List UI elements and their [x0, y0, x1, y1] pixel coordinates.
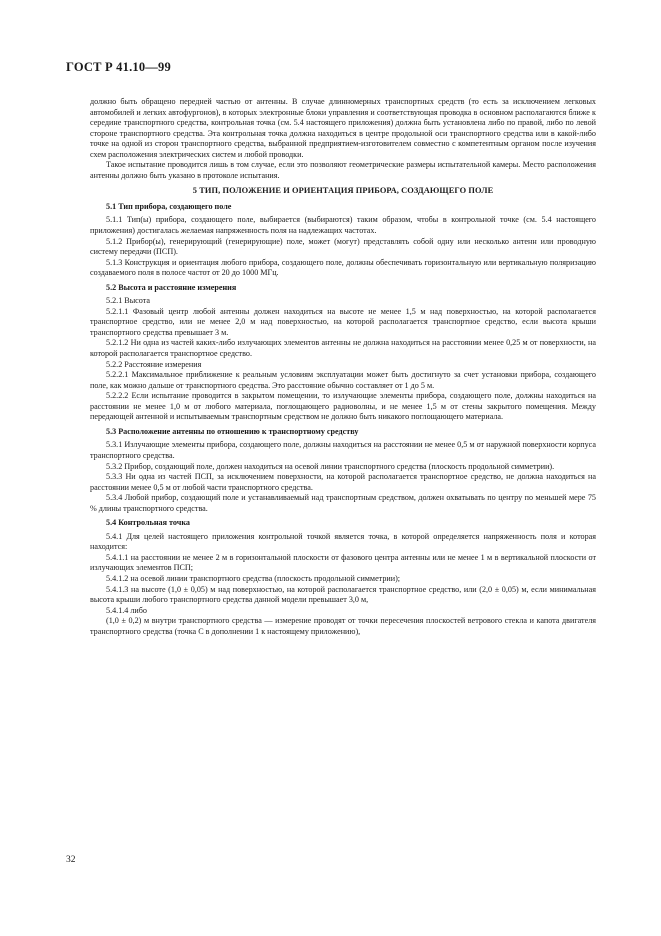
page-number: 32	[66, 855, 76, 865]
paragraph: Такое испытание проводится лишь в том случае, если это позволяют геометрические размеры испытательной камеры. Место расположения антенны должно быть указано в протоколе испытания.	[90, 160, 596, 180]
section-heading: 5 ТИП, ПОЛОЖЕНИЕ И ОРИЕНТАЦИЯ ПРИБОРА, СОЗДАЮЩЕГО ПОЛЕ	[192, 186, 494, 196]
paragraph: 5.3.4 Любой прибор, создающий поле и устанавливаемый над транспортным средством, должен охватывать по центру по меньшей мере 75 % длины транспортного средства.	[90, 493, 596, 513]
paragraph: (1,0 ± 0,2) м внутри транспортного средства — измерение проводят от точки пересечения плоскостей ветрового стекла и капота двигателя транспортного средства (точка С в дополнении 1 к настоящему приложению),	[90, 616, 596, 636]
subsection-heading: 5.2 Высота и расстояние измерения	[106, 282, 237, 292]
document-body	[90, 97, 596, 637]
paragraph: 5.1.3 Конструкция и ориентация любого прибора, создающего поле, должны обеспечивать горизонтальную или вертикальную поляризацию создаваемого поля в полосе частот от 20 до 1000 МГц.	[90, 257, 596, 278]
subsection-heading: 5.4 Контрольная точка	[106, 518, 190, 528]
paragraph: 5.3.2 Прибор, создающий поле, должен находиться на осевой линии транспортного средства (плоскость продольной симметрии).	[106, 461, 555, 471]
paragraph: 5.2.2.1 Максимальное приближение к реальным условиям эксплуатации может быть достигнуто за счет установки прибора, создающего поле, как можно дальше от транспортного средства. Это расстояние обычно составляет от 1 до 5 м.	[90, 370, 596, 390]
paragraph: 5.2.2 Расстояние измерения	[106, 359, 202, 369]
paragraph: 5.2.1 Высота	[106, 296, 150, 306]
paragraph: 5.3.1 Излучающие элементы прибора, создающего поле, должны находиться на расстоянии не менее 0,5 м от наружной поверхности корпуса транспортного средства.	[90, 440, 596, 460]
paragraph: 5.4.1.3 на высоте (1,0 ± 0,05) м над поверхностью, на которой располагается транспортное средство, или (2,0 ± 0,05) м, если минимальная высота крыши любого транспортного средства данной модели превышает 3,0 м,	[90, 584, 596, 605]
subsection-heading: 5.3 Расположение антенны по отношению к транспортному средству	[106, 426, 359, 436]
paragraph: 5.4.1.4 либо	[106, 605, 147, 615]
subsection-heading: 5.1 Тип прибора, создающего поле	[106, 201, 232, 211]
paragraph: 5.2.2.2 Если испытание проводится в закрытом помещении, то излучающие элементы прибора, создающего поле, должны находиться на расстоянии не менее 1,0 м от любого материала, поглощающего радиоволны, и не менее 1,5 м от стены закрытого помещения. Между передающей антенной и испытываемым транспортным средством не должно быть никакого поглощающего материала.	[90, 391, 596, 422]
paragraph: должно быть обращено передней частью от антенны. В случае длинномерных транспортных средств (то есть за исключением легковых автомобилей и легких автофургонов), в которых электронные блоки управления и соответствующая проводка в основном располагаются ближе к середине транспортного средства, контрольная точка (см. 5.4 настоящего приложения) должна быть установлена либо по правой, либо по левой стороне транспортного средства. Эта контрольная точка должна находиться в центре продольной оси транспортного средства или в какой-либо точке на одной из сторон транспортного средства, выбранной предприятием-изготовителем совместно с компетентным органом после изучения схем расположения электрических систем и любой проводки.	[90, 97, 596, 159]
paragraph: 5.4.1.1 на расстоянии не менее 2 м в горизонтальной плоскости от фазового центра антенны или не менее 1 м в вертикальной плоскости от излучающих элементов ПСП;	[90, 552, 596, 573]
paragraph: 5.2.1.2 Ни одна из частей каких-либо излучающих элементов антенны не должна находиться на расстоянии менее 0,25 м от поверхности, на которой располагается транспортное средство.	[90, 338, 596, 359]
document-header: ГОСТ Р 41.10—99	[66, 60, 171, 74]
paragraph: 5.1.1 Тип(ы) прибора, создающего поле, выбирается (выбираются) таким образом, чтобы в контрольной точке (см. 5.4 настоящего приложения) достигалась желаемая напряженность поля на надлежащих частотах.	[90, 215, 596, 236]
paragraph: 5.4.1 Для целей настоящего приложения контрольной точкой является точка, в которой определяется напряженность поля и которая находится:	[90, 531, 596, 552]
paragraph: 5.3.3 Ни одна из частей ПСП, за исключением поверхности, на которой располагается транспортное средство, не должна находиться на расстоянии менее 0,5 м от любой части транспортного средства.	[90, 472, 596, 492]
paragraph: 5.1.2 Прибор(ы), генерирующий (генерирующие) поле, может (могут) представлять собой одну или несколько антенн или проводную систему передачи (ПСП).	[90, 236, 596, 257]
paragraph: 5.4.1.2 на осевой линии транспортного средства (плоскость продольной симметрии);	[106, 573, 401, 583]
paragraph: 5.2.1.1 Фазовый центр любой антенны должен находиться на высоте не менее 1,5 м над поверхностью, на которой располагается транспортное средство, или не менее 2,0 м над поверхностью, на которой располагается транспортное средство, если высота крыши транспортного средства превышает 3 м.	[90, 306, 596, 337]
